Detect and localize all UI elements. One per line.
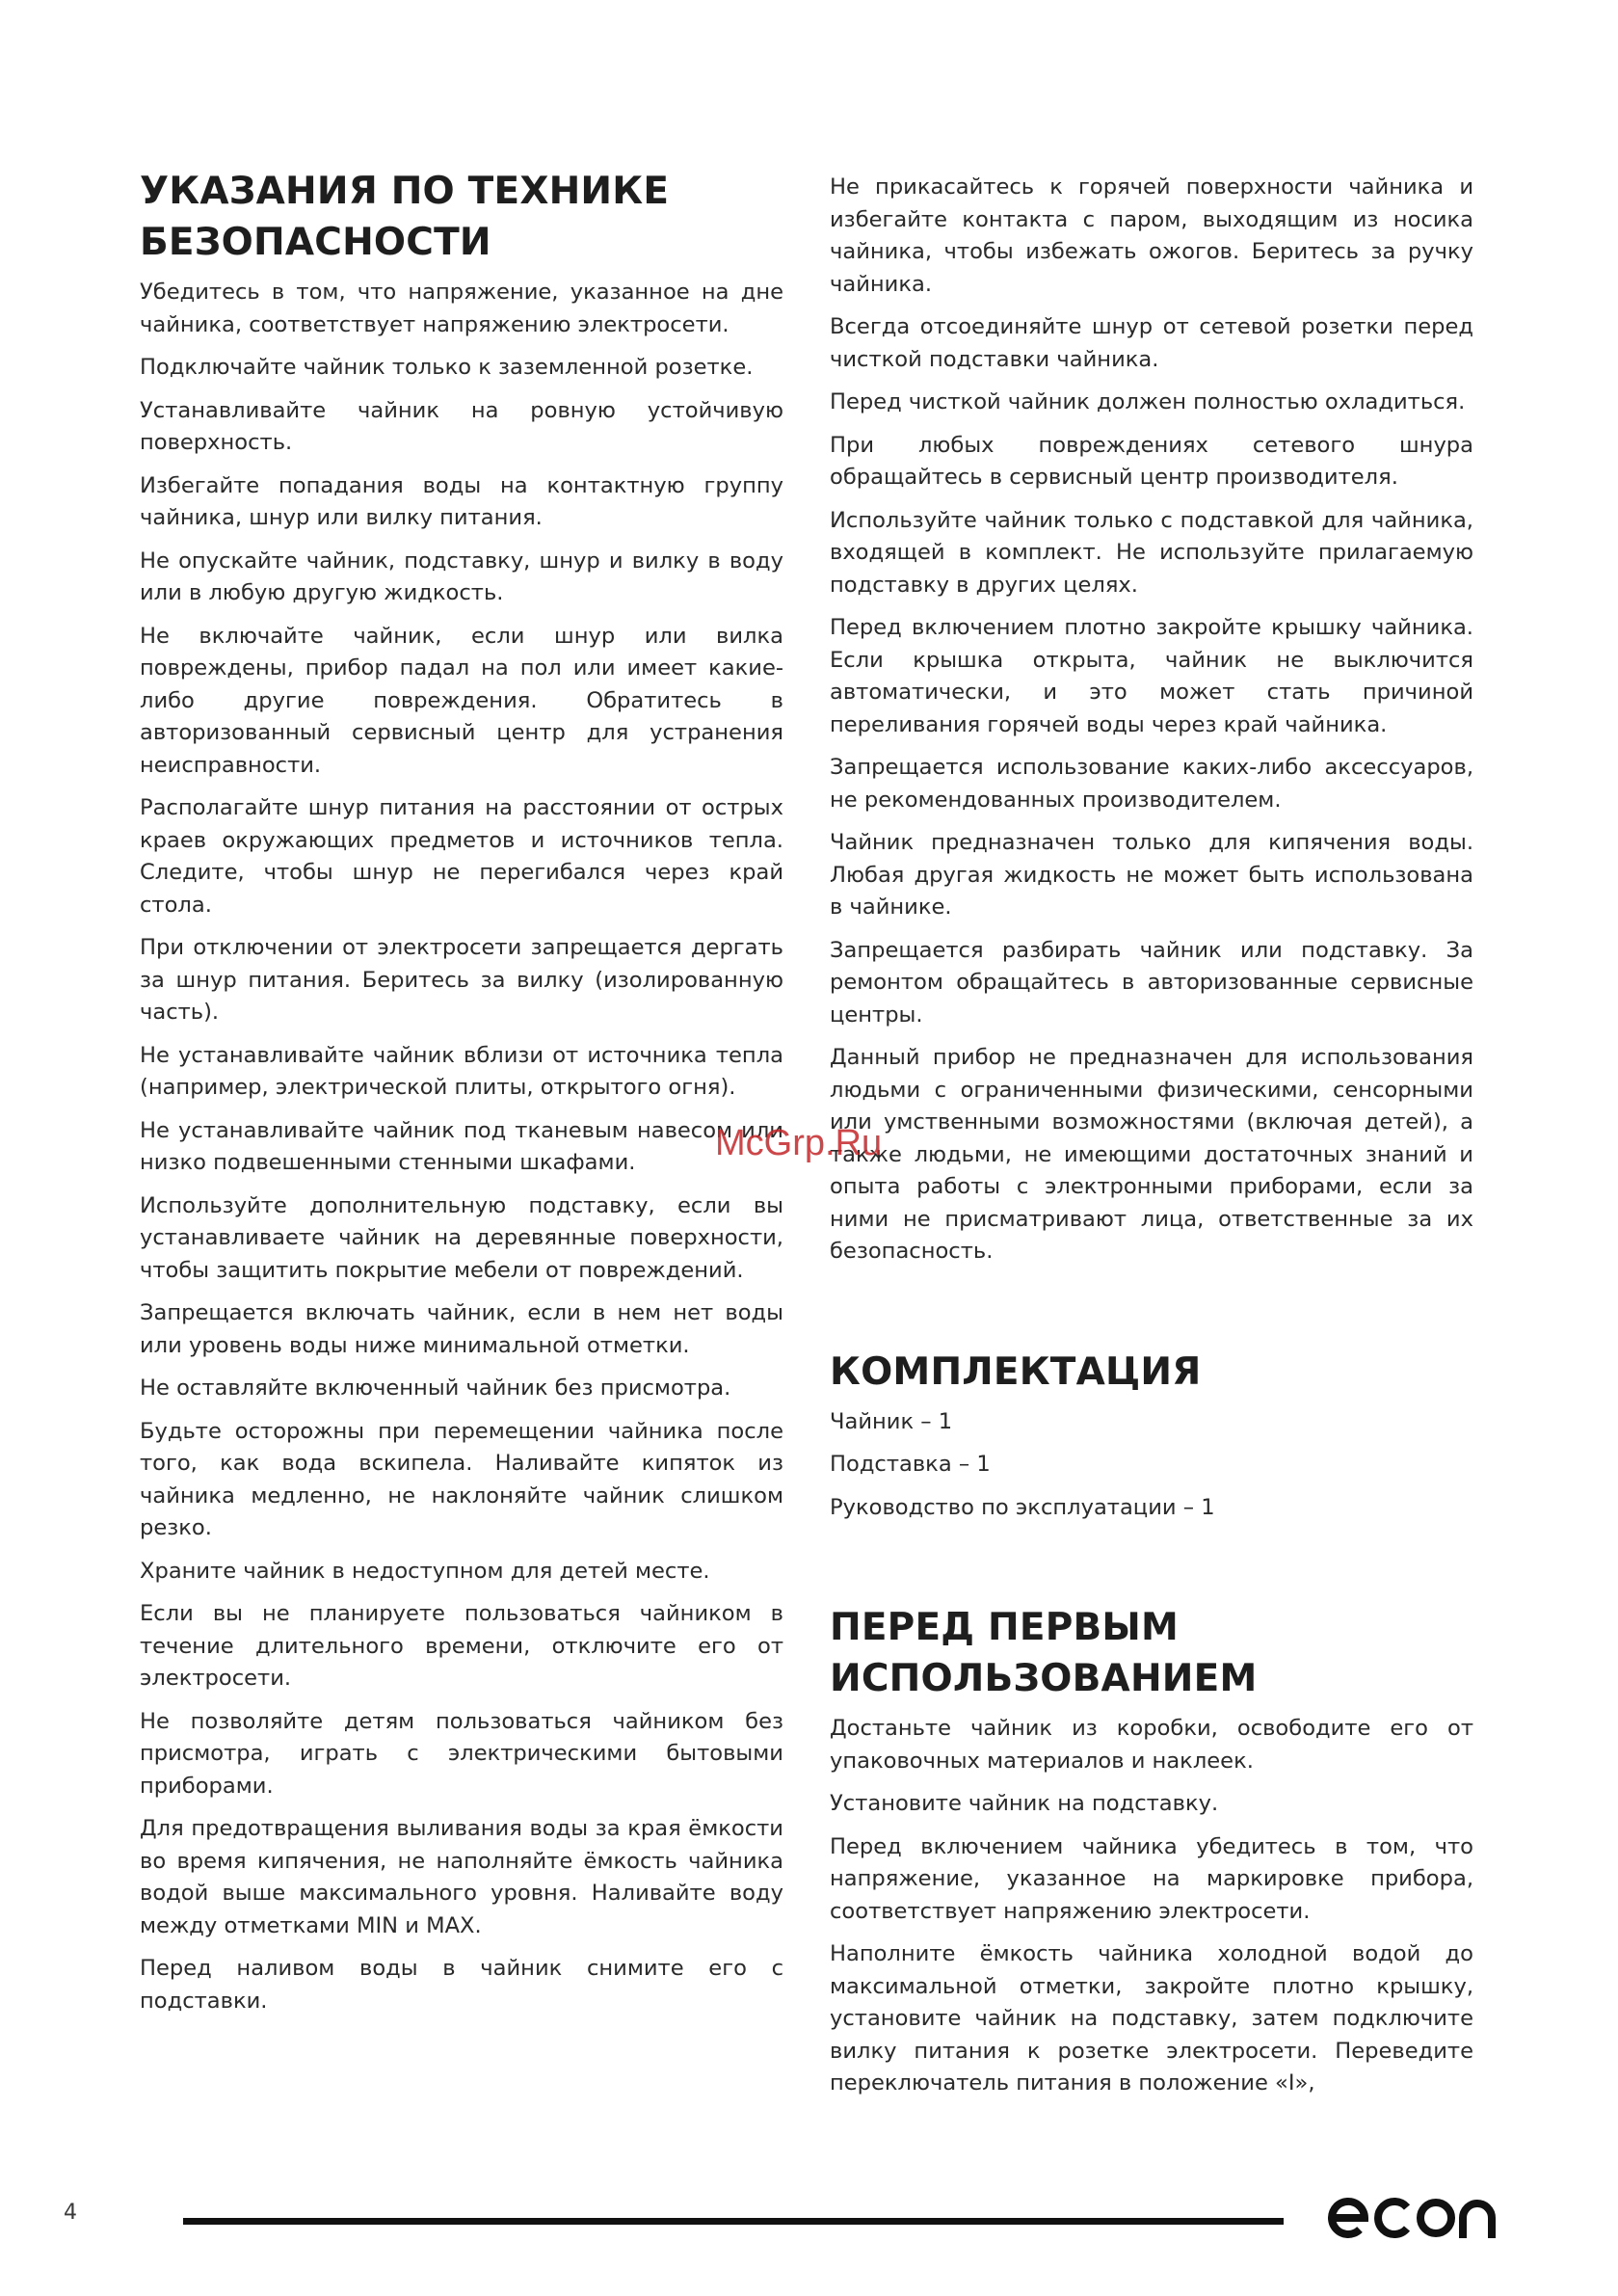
safety-heading: УКАЗАНИЯ ПО ТЕХНИКЕ БЕЗОПАСНОСТИ <box>140 170 670 264</box>
safety-paragraph: Не позволяйте детям пользоваться чайником без присмотра, играть с электрическими бытовыми приборами. <box>140 1708 783 1799</box>
page-number: 4 <box>64 2201 77 2225</box>
section-spacer <box>830 1535 1473 1602</box>
safety-paragraph: Будьте осторожны при перемещении чайника после того, как вода вскипела. Наливайте кипяток из чайника медленно, не наклоняйте чайник слишком резко. <box>140 1418 783 1540</box>
safety-paragraph: Храните чайник в недоступном для детей месте. <box>140 1558 710 1584</box>
safety-paragraphs-continued <box>830 172 1473 1268</box>
safety-paragraph: Запрещается разбирать чайник или подставку. За ремонтом обращайтесь в авторизованные сервисные центры. <box>830 937 1473 1028</box>
safety-paragraph: Располагайте шнур питания на расстоянии от острых краев окружающих предметов и источников тепла. Следите, чтобы шнур не перегибался через край стола. <box>140 795 783 918</box>
first-use-paragraph: Достаньте чайник из коробки, освободите его от упаковочных материалов и наклеек. <box>830 1716 1473 1774</box>
safety-paragraph: Не включайте чайник, если шнур или вилка повреждены, прибор падал на пол или имеет какие-либо другие повреждения. Обратитесь в авторизованный сервисный центр для устранения неисправности. <box>140 623 783 778</box>
safety-paragraphs <box>140 277 783 2017</box>
safety-paragraph: Чайник предназначен только для кипячения воды. Любая другая жидкость не может быть использована в чайнике. <box>830 830 1473 920</box>
watermark: McGrp.Ru <box>715 1123 883 1163</box>
safety-paragraph: Не оставляйте включенный чайник без присмотра. <box>140 1375 731 1401</box>
safety-paragraph: При отключении от электросети запрещается дергать за шнур питания. Беритесь за вилку (изолированную часть). <box>140 935 783 1025</box>
first-use-heading <box>830 1602 1473 1704</box>
safety-paragraph: Не прикасайтесь к горячей поверхности чайника и избегайте контакта с паром, выходящим из носика чайника, чтобы избежать ожогов. Беритесь за ручку чайника. <box>830 174 1473 297</box>
safety-paragraph: Для предотвращения выливания воды за края ёмкости во время кипячения, не наполняйте ёмкость чайника водой выше максимального уровня. Наливайте воду между отметками MIN и MAX. <box>140 1816 783 1938</box>
safety-paragraph: Подключайте чайник только к заземленной розетке. <box>140 355 754 380</box>
first-use-paragraph: Установите чайник на подставку. <box>830 1791 1219 1816</box>
safety-paragraph: Не устанавливайте чайник вблизи от источника тепла (например, электрической плиты, открытого огня). <box>140 1042 783 1100</box>
safety-paragraph: Перед включением плотно закройте крышку чайника. Если крышка открыта, чайник не выключится автоматически, и это может стать причиной переливания горячей воды через край чайника. <box>830 615 1473 737</box>
package-heading: КОМПЛЕКТАЦИЯ <box>830 1349 1202 1394</box>
first-use-paragraphs <box>830 1713 1473 2100</box>
safety-paragraph: Всегда отсоединяйте шнур от сетевой розетки перед чисткой подставки чайника. <box>830 314 1473 372</box>
safety-paragraph: Убедитесь в том, что напряжение, указанное на дне чайника, соответствует напряжению электросети. <box>140 280 783 337</box>
safety-paragraph: При любых повреждениях сетевого шнура обращайтесь в сервисный центр производителя. <box>830 432 1473 490</box>
right-column <box>830 172 1473 2111</box>
package-list <box>830 1406 1473 1525</box>
safety-paragraph: Запрещается включать чайник, если в нем нет воды или уровень воды ниже минимальной отметки. <box>140 1300 783 1358</box>
safety-paragraph: Используйте дополнительную подставку, если вы устанавливаете чайник на деревянные поверхности, чтобы защитить покрытие мебели от повреждений. <box>140 1192 783 1283</box>
package-item: Руководство по эксплуатации – 1 <box>830 1494 1215 1520</box>
safety-paragraph: Устанавливайте чайник на ровную устойчивую поверхность. <box>140 397 783 455</box>
safety-paragraph: Не устанавливайте чайник под тканевым навесом или низко подвешенными стенными шкафами. <box>140 1117 783 1175</box>
first-use-paragraph: Перед включением чайника убедитесь в том, что напряжение, указанное на маркировке прибора, соответствует напряжению электросети. <box>830 1833 1473 1924</box>
package-item: Чайник – 1 <box>830 1408 953 1434</box>
first-use-heading-line2: ИСПОЛЬЗОВАНИЕМ <box>830 1657 1258 1700</box>
logo-text: econ <box>1328 2190 1331 2191</box>
safety-paragraph: Если вы не планируете пользоваться чайником в течение длительного времени, отключите его от электросети. <box>140 1601 783 1691</box>
safety-paragraph: Перед наливом воды в чайник снимите его с подставки. <box>140 1956 783 2014</box>
footer-rule <box>183 2218 1284 2225</box>
left-column <box>140 166 783 2028</box>
safety-paragraph: Не опускайте чайник, подставку, шнур и вилку в воду или в любую другую жидкость. <box>140 547 783 605</box>
first-use-paragraph: Наполните ёмкость чайника холодной водой до максимальной отметки, закройте плотно крышку, установите чайник на подставку, затем подключите вилку питания к розетке электросети. Переведите переключатель питания в положение «I», <box>830 1941 1473 2096</box>
safety-paragraph: Используйте чайник только с подставкой для чайника, входящей в комплект. Не используйте прилагаемую подставку в других целях. <box>830 507 1473 598</box>
safety-paragraph: Перед чисткой чайник должен полностью охладиться. <box>830 389 1466 414</box>
safety-paragraph: Запрещается использование каких-либо аксессуаров, не рекомендованных производителем. <box>830 755 1473 813</box>
package-item: Подставка – 1 <box>830 1452 991 1477</box>
econ-logo <box>1328 2190 1499 2246</box>
safety-paragraph: Избегайте попадания воды на контактную группу чайника, шнур или вилку питания. <box>140 472 783 530</box>
section-spacer <box>830 1279 1473 1347</box>
safety-paragraph: Данный прибор не предназначен для использования людьми с ограниченными физическими, сенсорными или умственными возможностями (включая детей), а также людьми, не имеющими достаточных знаний и опыта работы с электронными приборами, если за ними не присматривают лица, ответственные за их безопасность. <box>830 1045 1473 1264</box>
first-use-heading-line1: ПЕРЕД ПЕРВЫМ <box>830 1606 1180 1649</box>
